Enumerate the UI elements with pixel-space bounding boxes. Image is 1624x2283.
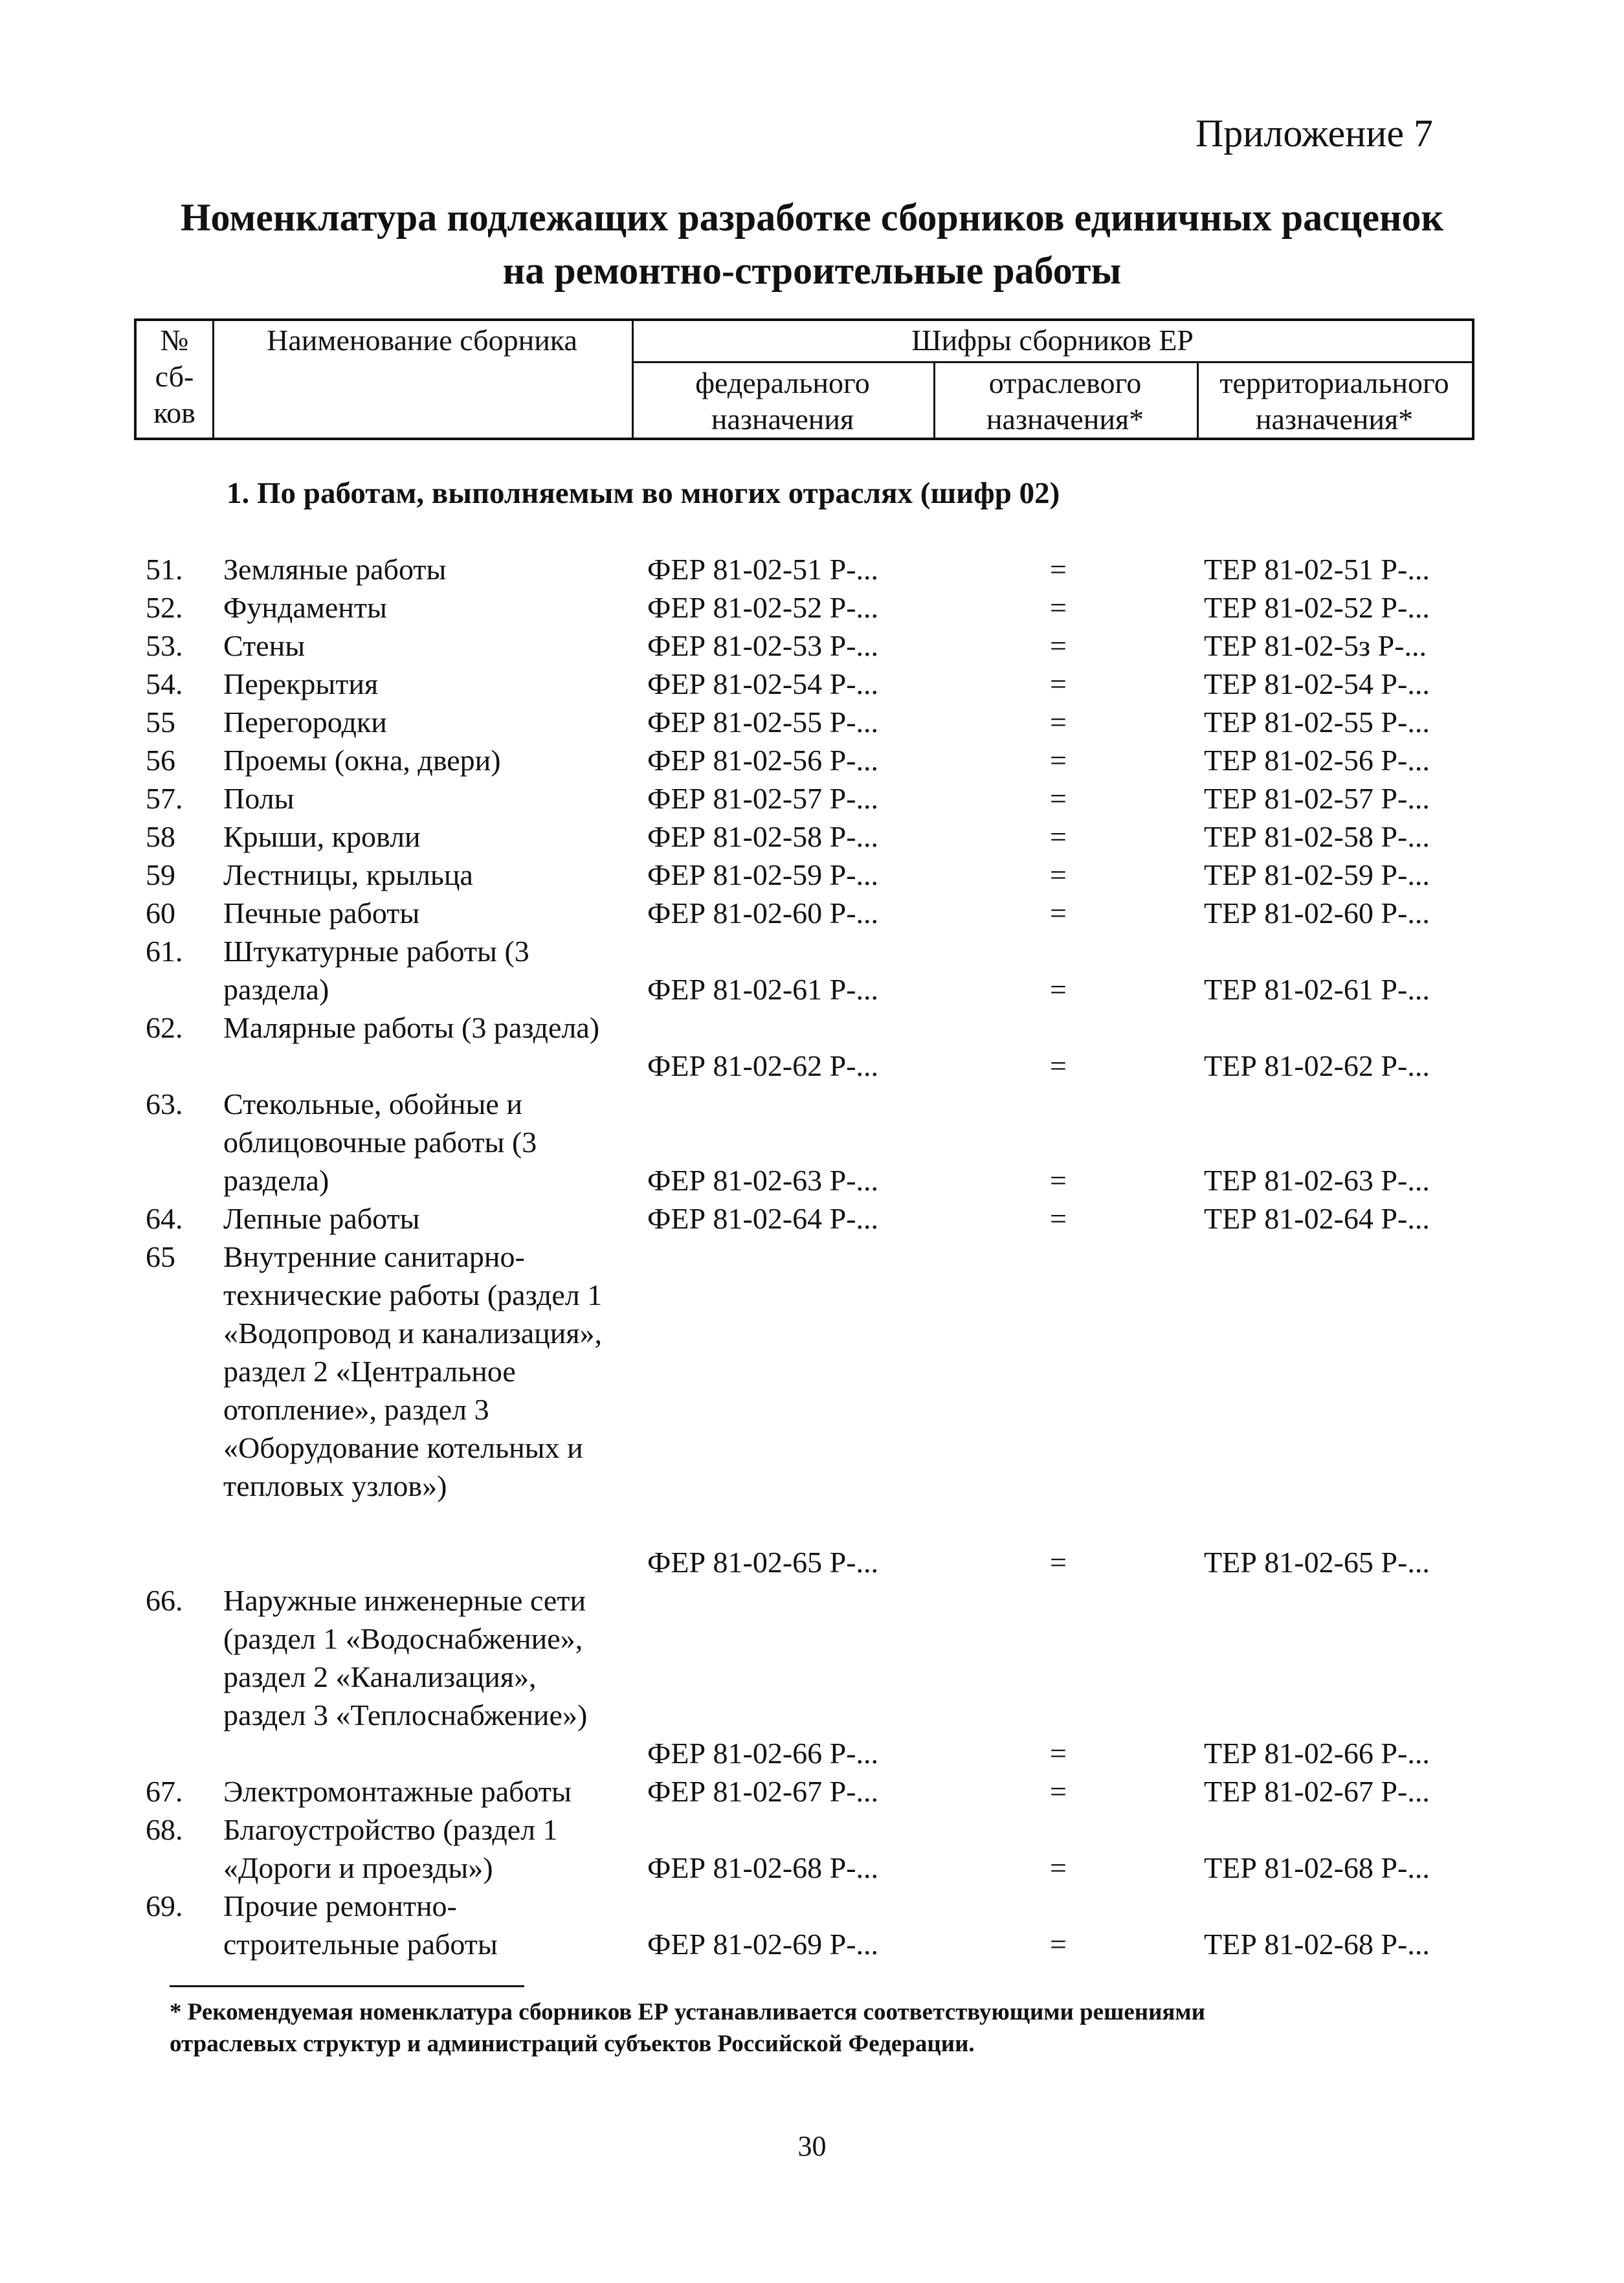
- table-row: 54. Перекрытия ФЕР 81-02-54 Р-... = ТЕР 81-02-54 Р-...: [146, 667, 1430, 700]
- table-header: [134, 318, 1474, 440]
- table-row: 59 Лестницы, крыльца ФЕР 81-02-59 Р-... = ТЕР 81-02-59 Р-...: [146, 858, 1430, 891]
- header-number: № сб- ков: [153, 324, 195, 429]
- page-title: [0, 191, 1624, 297]
- table-row: 66. Наружные инженерные сети (раздел 1 «Водоснабжение», раздел 2 «Канализация», раздел 3 «Теплоснабжение») ФЕР 81-02-66 Р-... = ТЕР 81-02-66 Р-...: [146, 1584, 1430, 1770]
- table-row: 69. Прочие ремонтно-строительные работы ФЕР 81-02-69 Р-... = ТЕР 81-02-68 Р-...: [146, 1889, 1430, 1961]
- table-row: 64. Лепные работы ФЕР 81-02-64 Р-... = ТЕР 81-02-64 Р-...: [146, 1202, 1430, 1235]
- table-row: 67. Электромонтажные работы ФЕР 81-02-67 Р-... = ТЕР 81-02-67 Р-...: [146, 1775, 1430, 1808]
- table-row: 62. Малярные работы (3 раздела) ФЕР 81-02-62 Р-... = ТЕР 81-02-62 Р-...: [146, 1011, 1430, 1082]
- table-row: 51. Земляные работы ФЕР 81-02-51 Р-... = ТЕР 81-02-51 Р-...: [146, 553, 1430, 586]
- table-row: 61. Штукатурные работы (3 раздела) ФЕР 81-02-61 Р-... = ТЕР 81-02-61 Р-...: [146, 935, 1430, 1006]
- title-line-2: на ремонтно-строительные работы: [502, 249, 1122, 292]
- section-heading: 1. По работам, выполняемым во многих отраслях (шифр 02): [227, 476, 1060, 510]
- footnote: * Рекомендуемая номенклатура сборников ЕР устанавливается соответствующими решениями отраслевых структур и администраций субъектов Российской Федерации.: [170, 1999, 1205, 2057]
- table-row: 65 Внутренние санитарно-технические работы (раздел 1 «Водопровод и канализация», раздел 2 «Центральное отопление», раздел 3 «Оборудование котельных и тепловых узлов») ФЕР 81-02-65 Р-... = ТЕР 81-02-65 Р-...: [146, 1240, 1430, 1579]
- table-row: 57. Полы ФЕР 81-02-57 Р-... = ТЕР 81-02-57 Р-...: [146, 782, 1430, 815]
- table-row: 52. Фундаменты ФЕР 81-02-52 Р-... = ТЕР 81-02-52 Р-...: [146, 591, 1430, 624]
- table-row: 58 Крыши, кровли ФЕР 81-02-58 Р-... = ТЕР 81-02-58 Р-...: [146, 820, 1430, 853]
- header-name: Наименование сборника: [267, 324, 577, 357]
- table-row: 55 Перегородки ФЕР 81-02-55 Р-... = ТЕР 81-02-55 Р-...: [146, 706, 1430, 739]
- table-row: 63. Стекольные, обойные и облицовочные работы (3 раздела) ФЕР 81-02-63 Р-... = ТЕР 81-02-63 Р-...: [146, 1087, 1430, 1197]
- header-industry: отраслевого назначения*: [986, 366, 1144, 436]
- table-row: 53. Стены ФЕР 81-02-53 Р-... = ТЕР 81-02-5з Р-...: [146, 629, 1427, 662]
- header-territorial: территориального назначения*: [1219, 366, 1449, 436]
- collections-list: [0, 550, 1624, 1963]
- page-number: 30: [797, 2130, 827, 2162]
- table-row: 68. Благоустройство (раздел 1 «Дороги и проезды») ФЕР 81-02-68 Р-... = ТЕР 81-02-68 Р-...: [146, 1813, 1430, 1884]
- appendix-label: Приложение 7: [1195, 112, 1433, 155]
- header-codes: Шифры сборников ЕР: [911, 324, 1194, 357]
- header-federal: федерального назначения: [695, 366, 870, 436]
- footnote-divider: [170, 1985, 524, 1987]
- table-row: 60 Печные работы ФЕР 81-02-60 Р-... = ТЕР 81-02-60 Р-...: [146, 896, 1430, 930]
- title-line-1: Номенклатура подлежащих разработке сборников единичных расценок: [180, 196, 1444, 239]
- table-row: 56 Проемы (окна, двери) ФЕР 81-02-56 Р-... = ТЕР 81-02-56 Р-...: [146, 744, 1430, 777]
